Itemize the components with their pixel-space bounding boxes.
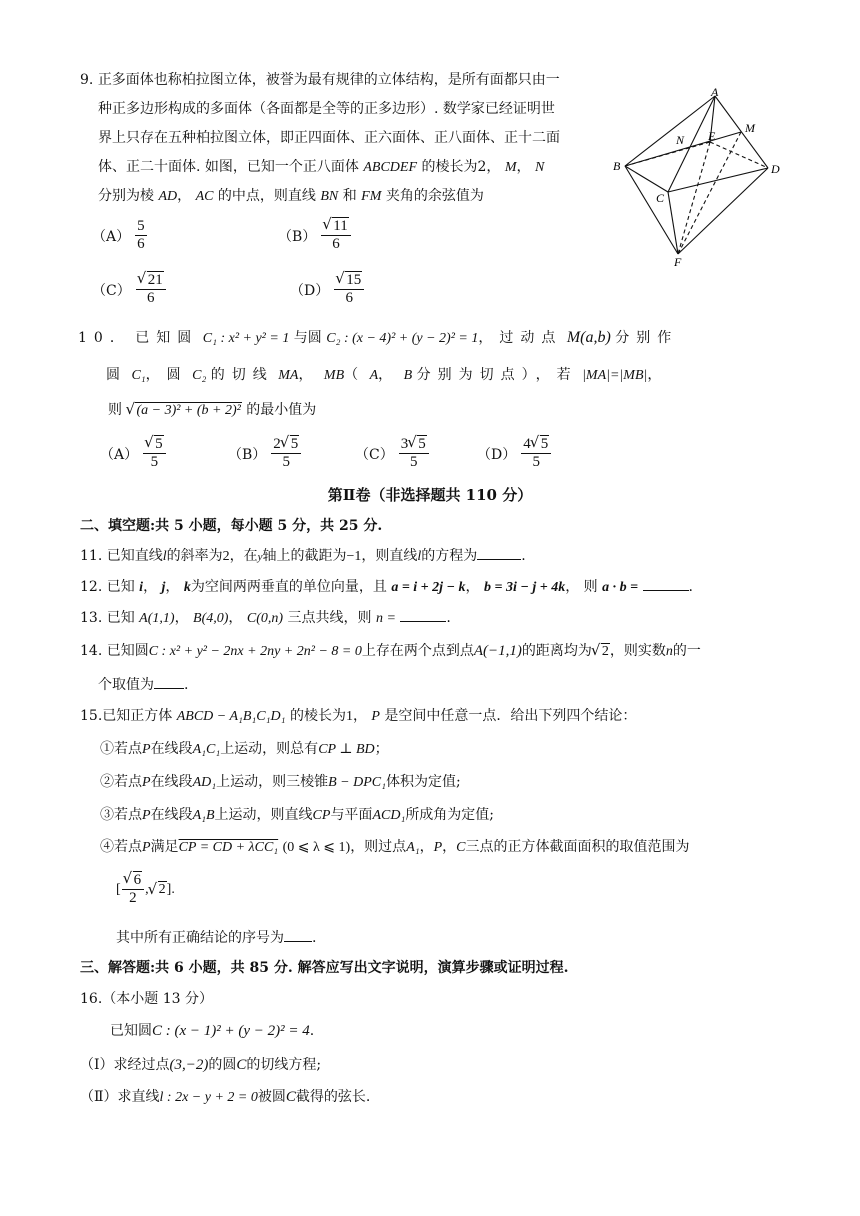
q14-answer-blank[interactable] (154, 688, 184, 689)
q15-statement-4: ④若点P满足CP = CD + λCC₁ (0 ⩽ λ ⩽ 1)，则过点A₁，P，C三点的正方体截面面积的取值范围为 (100, 839, 690, 855)
q11-answer-blank[interactable] (477, 559, 521, 560)
q10-option-b: （B） $\frac{2√ 5}{5}$ (228, 436, 304, 471)
q12-answer-blank[interactable] (643, 590, 689, 591)
q12: 12. 已知 i， j， k为空间两两垂直的单位向量，且 a = i + 2j − k， b = 3i − j + 4k， 则 a · b = . (80, 579, 693, 595)
q15-statement-1: ①若点P在线段A₁C₁上运动，则总有CP ⊥ BD； (100, 741, 389, 757)
label-F: F (674, 255, 682, 269)
q16-given: 已知圆C : (x − 1)² + (y − 2)² = 4. (110, 1023, 315, 1039)
q15-answer-blank[interactable] (284, 941, 312, 942)
edge-DF (678, 168, 768, 254)
q10-line3: 则 √ (a − 3)² + (b + 2)² 的最小值为 (108, 400, 316, 421)
part2-title: 第Ⅱ卷（非选择题共 110 分） (327, 486, 533, 504)
q9-option-c: （C） √ $\frac{21}{6}$ (92, 272, 169, 307)
q16-heading: 16.（本小题 13 分） (80, 991, 213, 1007)
q10-option-a: （A） √ $\frac{5}{5}$ (100, 436, 169, 471)
q14-line2: 个取值为 . (98, 677, 189, 693)
section2-heading: 二、填空题:共 5 小题，每小题 5 分，共 25 分. (80, 518, 383, 534)
segment-FM (678, 132, 741, 254)
q13-answer-blank[interactable] (400, 621, 446, 622)
q16-part2: （Ⅱ）求直线l : 2x − y + 2 = 0被圆C截得的弦长. (80, 1089, 371, 1105)
label-M: M (745, 121, 755, 135)
q13: 13. 已知 A(1,1)， B(4,0)， C(0,n) 三点共线，则 n = . (80, 610, 451, 626)
label-B: B (613, 159, 621, 173)
label-C: C (656, 191, 665, 205)
q10-line1: 10． 已知圆 C₁ : x² + y² = 1 与圆 C₂ : (x − 4)² + (y − 2)² = 1，过动点 M(a,b) 分别作 (78, 329, 679, 346)
edge-BF (625, 166, 678, 254)
q10-option-c: （C） $\frac{3√ 5}{5}$ (355, 436, 432, 471)
q14-line1: 14. 已知圆C : x² + y² − 2nx + 2ny + 2n² − 8 = 0上存在两个点到点A(−1,1)的距离均为√ 2，则实数n的一 (80, 641, 701, 662)
q15-range: [ √ $\frac{6}{2}$ , √ 2 ]. (116, 872, 175, 907)
q9-line5: 分别为棱 AD， AC 的中点，则直线 BN 和 FM 夹角的余弦值为 (98, 188, 484, 204)
edge-BC (625, 166, 668, 192)
edge-AD (715, 96, 768, 168)
q9-number: 9. (80, 72, 94, 88)
q9-line3: 界上只存在五种柏拉图立体，即正四面体、正六面体、正八面体、正十二面 (98, 130, 560, 146)
section3-heading: 三、解答题:共 6 小题，共 85 分. 解答应写出文字说明，演算步骤或证明过程. (80, 960, 569, 976)
q15-line1: 15.已知正方体 ABCD − A₁B₁C₁D₁ 的棱长为1， P 是空间中任意一点．给出下列四个结论： (80, 708, 637, 724)
edge-CD (668, 168, 768, 192)
q15-ask: 其中所有正确结论的序号为 . (116, 930, 317, 946)
q9-line4: 体、正二十面体. 如图，已知一个正八面体 ABCDEF 的棱长为2， M， N (98, 159, 545, 175)
q15-statement-2: ②若点P在线段AD₁上运动，则三棱锥B − DPC₁体积为定值; (100, 774, 461, 790)
edge-EF (678, 142, 710, 254)
edge-AB (625, 96, 715, 166)
q9-line2: 种正多边形构成的多面体（各面都是全等的正多边形）. 数学家已经证明世 (98, 101, 555, 117)
q9-option-a: （A） $\frac{5}{6}$ (92, 218, 145, 252)
q15-statement-3: ③若点P在线段A₁B上运动，则直线CP与平面ACD₁所成角为定值; (100, 807, 495, 823)
label-E: E (708, 129, 716, 143)
label-N: N (676, 133, 685, 147)
q10-option-d: （D） $\frac{4√ 5}{5}$ (477, 436, 554, 471)
edge-ED (710, 142, 768, 168)
q11: 11. 已知直线l的斜率为2，在y轴上的截距为−1，则直线l的方程为 . (80, 548, 526, 564)
label-A: A (711, 88, 719, 99)
q9-option-b: （B） √ $\frac{11}{6}$ (278, 218, 354, 253)
q9-option-d: （D） √ $\frac{15}{6}$ (290, 272, 367, 307)
q9-line1: 9. 正多面体也称柏拉图立体，被誉为最有规律的立体结构，是所有面都只由一 (80, 72, 560, 88)
q16-part1: （Ⅰ）求经过点(3,−2)的圆C的切线方程; (80, 1057, 322, 1073)
q10-line2: 圆 C₁，圆 C₂ 的切线 MA， MB（ A， B 分别为切点），若 |MA|=|MB|， (106, 367, 662, 383)
label-D: D (771, 162, 780, 176)
octahedron-figure (610, 88, 790, 270)
